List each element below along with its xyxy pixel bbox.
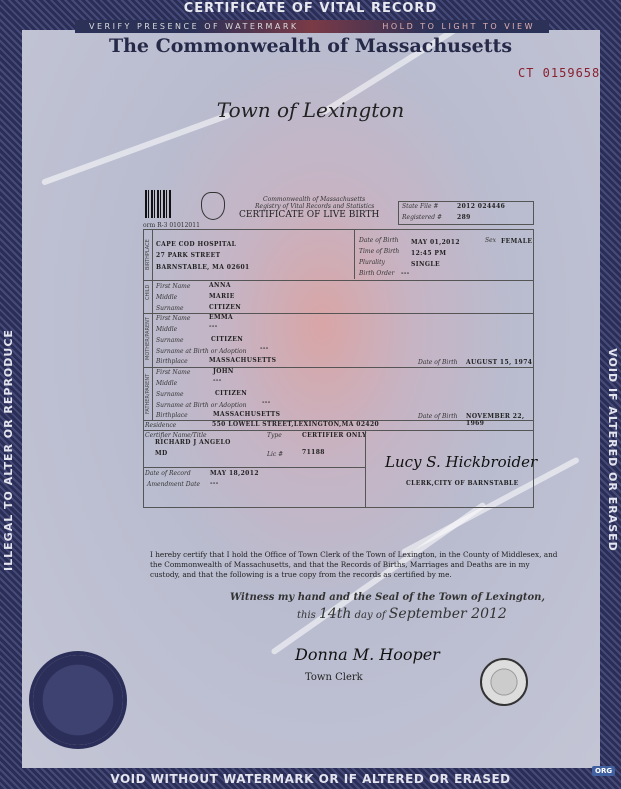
type-value: CERTIFIER ONLY bbox=[302, 432, 367, 439]
right-border-text: VOID IF ALTERED OR ERASED bbox=[606, 348, 619, 552]
barnstable-clerk-title: CLERK,CITY OF BARNSTABLE bbox=[406, 480, 519, 487]
watermark-badge: ORG bbox=[592, 766, 615, 776]
father-birthplace-label: Birthplace bbox=[156, 412, 188, 419]
plurality-label: Plurality bbox=[359, 259, 385, 266]
mother-surname-label: Surname bbox=[156, 337, 184, 344]
day-of-label: day of bbox=[354, 610, 386, 621]
tob-value: 12:45 PM bbox=[411, 250, 447, 257]
amendment-date-value: --- bbox=[210, 480, 219, 487]
father-surname-label: Surname bbox=[156, 391, 184, 398]
mother-birth-surname: --- bbox=[260, 345, 269, 352]
record-date-value: MAY 18,2012 bbox=[210, 470, 259, 477]
section-father: FATHER/PARENT bbox=[145, 373, 151, 414]
type-label: Type bbox=[267, 432, 282, 439]
father-middle-label: Middle bbox=[156, 380, 178, 387]
form-number: orm R-3 01012011 bbox=[143, 222, 200, 229]
father-first: JOHN bbox=[213, 368, 234, 375]
registered-label: Registered # bbox=[402, 214, 443, 221]
lic-label: Lic # bbox=[267, 451, 284, 458]
father-surname: CITIZEN bbox=[215, 390, 248, 397]
father-first-label: First Name bbox=[156, 369, 191, 376]
child-first-label: First Name bbox=[156, 283, 191, 290]
father-birthplace: MASSACHUSETTS bbox=[213, 411, 281, 418]
plurality-value: SINGLE bbox=[411, 261, 440, 268]
town-seal-icon bbox=[480, 658, 528, 706]
residence-label: Residence bbox=[145, 422, 177, 429]
child-surname: CITIZEN bbox=[209, 304, 242, 311]
mother-first: EMMA bbox=[209, 314, 234, 321]
father-dob: NOVEMBER 22, 1969 bbox=[466, 413, 525, 427]
hospital-street: 27 PARK STREET bbox=[156, 252, 221, 259]
town-clerk-signature: Donna M. Hooper bbox=[295, 645, 440, 664]
sex-value: FEMALE bbox=[501, 238, 533, 245]
birth-order-value: --- bbox=[401, 270, 410, 277]
child-first: ANNA bbox=[209, 282, 231, 289]
state-file-value: 2012 024446 bbox=[457, 203, 506, 210]
mother-surname: CITIZEN bbox=[211, 336, 244, 343]
hospital-city: BARNSTABLE, MA 02601 bbox=[156, 264, 250, 271]
sex-label: Sex bbox=[485, 237, 497, 244]
day-handwritten: 14th bbox=[318, 606, 352, 622]
certification-text: I hereby certify that I hold the Office of Town Clerk of the Town of Lexington, in the County of Middlesex, and the Commonwealth of Massachusetts, and that the Records of Births, Marriages and Deaths are in my custody, and that the following is a true copy from the records as certified by me. bbox=[150, 550, 558, 579]
mother-middle-label: Middle bbox=[156, 326, 178, 333]
state-seal-icon bbox=[201, 192, 225, 220]
mother-dob-label: Date of Birth bbox=[418, 359, 458, 366]
birth-order-label: Birth Order bbox=[359, 270, 395, 277]
form-title: CERTIFICATE OF LIVE BIRTH bbox=[239, 210, 380, 220]
bottom-border-text: VOID WITHOUT WATERMARK OR IF ALTERED OR ERASED bbox=[110, 772, 511, 786]
this-label: this bbox=[297, 610, 316, 621]
left-border-text: ILLEGAL TO ALTER OR REPRODUCE bbox=[2, 329, 15, 571]
date-line bbox=[297, 606, 507, 622]
barnstable-clerk-signature: Lucy S. Hickbroider bbox=[385, 453, 538, 471]
residence-value: 550 LOWELL STREET,LEXINGTON,MA 02420 bbox=[212, 421, 380, 428]
mother-dob: AUGUST 15, 1974 bbox=[466, 359, 533, 366]
mother-middle: --- bbox=[209, 323, 218, 330]
certifier-label: Certifier Name/Title bbox=[145, 432, 207, 439]
town-clerk-label: Town Clerk bbox=[305, 672, 363, 683]
lic-value: 71188 bbox=[302, 449, 325, 456]
tob-label: Time of Birth bbox=[359, 248, 400, 255]
child-middle-label: Middle bbox=[156, 294, 178, 301]
witness-line: Witness my hand and the Seal of the Town of Lexington, bbox=[230, 592, 545, 603]
section-child: CHILD bbox=[145, 284, 151, 300]
town-heading: Town of Lexington bbox=[216, 98, 405, 122]
registered-value: 289 bbox=[457, 214, 471, 221]
state-file-label: State File # bbox=[402, 203, 439, 210]
child-surname-label: Surname bbox=[156, 305, 184, 312]
month-year-handwritten: September 2012 bbox=[388, 606, 507, 622]
father-birth-surname: --- bbox=[262, 399, 271, 406]
verify-left: VERIFY PRESENCE OF WATERMARK bbox=[89, 22, 299, 31]
barcode bbox=[145, 190, 171, 218]
verify-right: HOLD TO LIGHT TO VIEW bbox=[382, 22, 535, 31]
control-number: CT 0159658 bbox=[518, 66, 601, 80]
dob-value: MAY 01,2012 bbox=[411, 239, 460, 246]
agency-line-1: Commonwealth of Massachusetts bbox=[263, 196, 366, 203]
dob-label: Date of Birth bbox=[359, 237, 399, 244]
father-middle: --- bbox=[213, 377, 222, 384]
section-birthplace: BIRTHPLACE bbox=[145, 239, 151, 270]
certifier-title: MD bbox=[155, 450, 168, 457]
record-date-label: Date of Record bbox=[145, 470, 191, 477]
mother-birthplace: MASSACHUSETTS bbox=[209, 357, 277, 364]
agency-line-2: Registry of Vital Records and Statistics bbox=[255, 203, 375, 210]
certifier-name: RICHARD J ANGELO bbox=[155, 439, 231, 446]
amendment-date-label: Amendment Date bbox=[147, 481, 201, 488]
certificate-header-title: CERTIFICATE OF VITAL RECORD bbox=[183, 1, 438, 16]
embossed-seal-icon bbox=[33, 655, 123, 745]
mother-first-label: First Name bbox=[156, 315, 191, 322]
child-middle: MARIE bbox=[209, 293, 235, 300]
father-dob-label: Date of Birth bbox=[418, 413, 458, 420]
verify-watermark-bar bbox=[75, 20, 549, 33]
section-mother: MOTHER/PARENT bbox=[145, 317, 151, 360]
mother-birthplace-label: Birthplace bbox=[156, 358, 188, 365]
commonwealth-heading: The Commonwealth of Massachusetts bbox=[108, 35, 513, 57]
hospital-name: CAPE COD HOSPITAL bbox=[156, 241, 237, 248]
mother-birth-surname-label: Surname at Birth or Adoption bbox=[156, 348, 247, 355]
father-birth-surname-label: Surname at Birth or Adoption bbox=[156, 402, 247, 409]
